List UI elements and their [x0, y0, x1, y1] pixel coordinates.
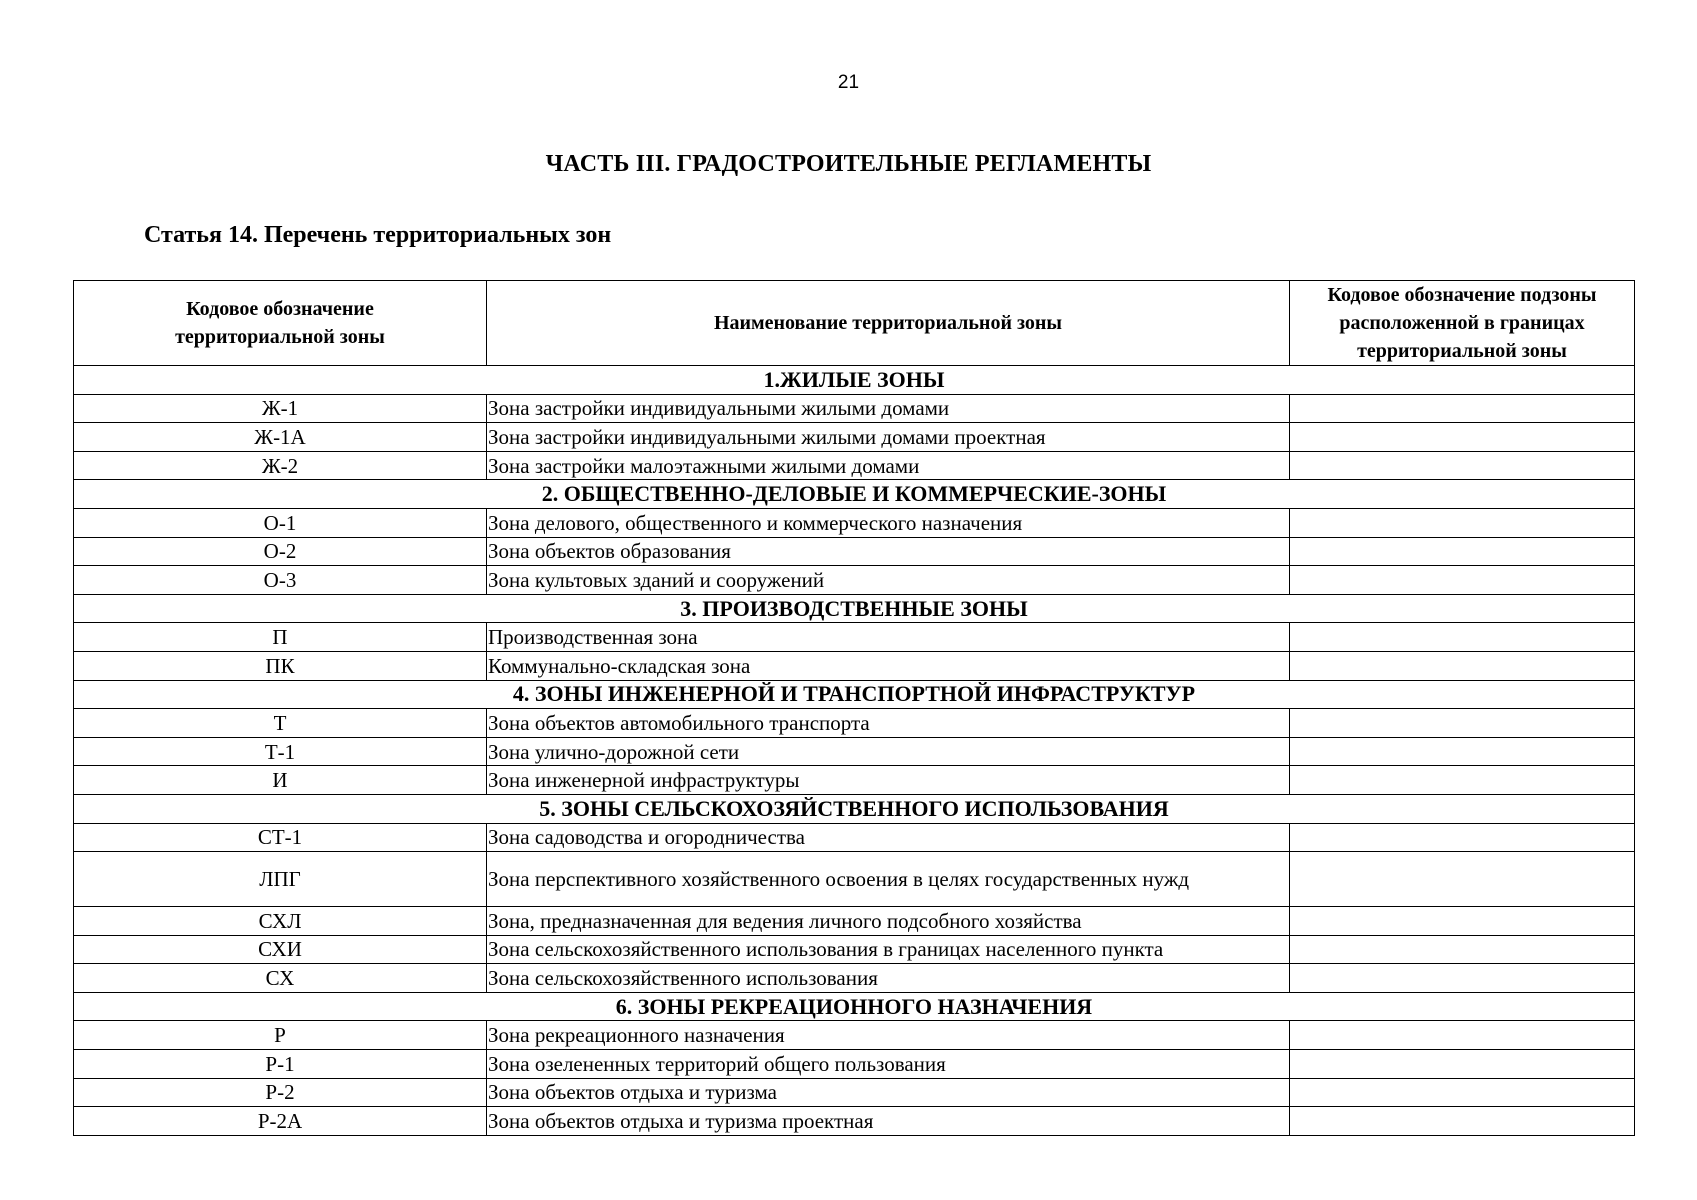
subzone-code: [1290, 709, 1635, 738]
zone-code: Р-2: [74, 1078, 487, 1107]
zone-code: Т: [74, 709, 487, 738]
zone-name: Зона инженерной инфраструктуры: [487, 766, 1290, 795]
zone-code: СХЛ: [74, 907, 487, 936]
table-row: [74, 823, 1635, 852]
zone-name: Зона объектов отдыха и туризма: [487, 1078, 1290, 1107]
zone-name: Зона сельскохозяйственного использования в границах населенного пункта: [487, 935, 1290, 964]
subzone-code: [1290, 423, 1635, 452]
zone-code: СТ-1: [74, 823, 487, 852]
zone-code: О-2: [74, 537, 487, 566]
zone-code: И: [74, 766, 487, 795]
zones-table: [73, 280, 1635, 1136]
table-row: [74, 1078, 1635, 1107]
zones-body: [74, 366, 1635, 1136]
zone-code: Т-1: [74, 737, 487, 766]
table-row: [74, 935, 1635, 964]
table-row: [74, 766, 1635, 795]
page-number: 21: [837, 72, 860, 93]
section-title: 6. ЗОНЫ РЕКРЕАЦИОННОГО НАЗНАЧЕНИЯ: [74, 992, 1635, 1021]
header-subzone: Кодовое обозначение подзоны расположенной в границах территориальной зоны: [1290, 281, 1635, 366]
section-row: [74, 992, 1635, 1021]
zone-code: П: [74, 623, 487, 652]
zone-name: Зона сельскохозяйственного использования: [487, 964, 1290, 993]
zone-name: Зона застройки индивидуальными жилыми домами: [487, 394, 1290, 423]
zone-code: Р: [74, 1021, 487, 1050]
zone-name: Зона озелененных территорий общего пользования: [487, 1050, 1290, 1079]
zone-name: Зона объектов образования: [487, 537, 1290, 566]
subzone-code: [1290, 823, 1635, 852]
header-name: Наименование территориальной зоны: [487, 281, 1290, 366]
section-title: 5. ЗОНЫ СЕЛЬСКОХОЗЯЙСТВЕННОГО ИСПОЛЬЗОВАНИЯ: [74, 794, 1635, 823]
zone-name: Зона улично-дорожной сети: [487, 737, 1290, 766]
table-row: [74, 537, 1635, 566]
zone-name: Коммунально-складская зона: [487, 651, 1290, 680]
subzone-code: [1290, 852, 1635, 907]
table-row: [74, 964, 1635, 993]
section-row: [74, 480, 1635, 509]
table-row: [74, 1107, 1635, 1136]
table-row: [74, 1021, 1635, 1050]
zone-name: Зона, предназначенная для ведения личного подсобного хозяйства: [487, 907, 1290, 936]
subzone-code: [1290, 394, 1635, 423]
subzone-code: [1290, 964, 1635, 993]
article-title: Статья 14. Перечень территориальных зон: [144, 222, 612, 248]
section-row: [74, 680, 1635, 709]
section-row: [74, 594, 1635, 623]
table-row: [74, 737, 1635, 766]
section-title: 4. ЗОНЫ ИНЖЕНЕРНОЙ И ТРАНСПОРТНОЙ ИНФРАСТРУКТУР: [74, 680, 1635, 709]
section-row: [74, 794, 1635, 823]
subzone-code: [1290, 508, 1635, 537]
zone-code: Ж-2: [74, 451, 487, 480]
zone-code: ПК: [74, 651, 487, 680]
table-row: [74, 423, 1635, 452]
table-row: [74, 852, 1635, 907]
subzone-code: [1290, 907, 1635, 936]
section-row: [74, 366, 1635, 395]
table-row: [74, 907, 1635, 936]
zone-name: Зона застройки индивидуальными жилыми домами проектная: [487, 423, 1290, 452]
subzone-code: [1290, 623, 1635, 652]
section-title: 1.ЖИЛЫЕ ЗОНЫ: [74, 366, 1635, 395]
table-row: [74, 451, 1635, 480]
table-header-row: [74, 281, 1635, 366]
subzone-code: [1290, 737, 1635, 766]
zone-name: Зона застройки малоэтажными жилыми домами: [487, 451, 1290, 480]
part-title: ЧАСТЬ III. ГРАДОСТРОИТЕЛЬНЫЕ РЕГЛАМЕНТЫ: [545, 151, 1152, 177]
subzone-code: [1290, 451, 1635, 480]
header-code: Кодовое обозначение территориальной зоны: [74, 281, 487, 366]
zone-name: Зона рекреационного назначения: [487, 1021, 1290, 1050]
zone-code: СХИ: [74, 935, 487, 964]
zone-code: СХ: [74, 964, 487, 993]
zone-name: Производственная зона: [487, 623, 1290, 652]
zone-code: Р-2А: [74, 1107, 487, 1136]
zone-name: Зона объектов отдыха и туризма проектная: [487, 1107, 1290, 1136]
subzone-code: [1290, 935, 1635, 964]
table-row: [74, 709, 1635, 738]
subzone-code: [1290, 1050, 1635, 1079]
zone-name: Зона культовых зданий и сооружений: [487, 566, 1290, 595]
zone-name: Зона садоводства и огородничества: [487, 823, 1290, 852]
table-row: [74, 1050, 1635, 1079]
subzone-code: [1290, 1078, 1635, 1107]
table-row: [74, 623, 1635, 652]
table-row: [74, 394, 1635, 423]
section-title: 3. ПРОИЗВОДСТВЕННЫЕ ЗОНЫ: [74, 594, 1635, 623]
subzone-code: [1290, 537, 1635, 566]
zone-code: О-1: [74, 508, 487, 537]
zone-name: Зона объектов автомобильного транспорта: [487, 709, 1290, 738]
zone-code: Ж-1: [74, 394, 487, 423]
table-row: [74, 566, 1635, 595]
zone-code: ЛПГ: [74, 852, 487, 907]
zone-name: Зона перспективного хозяйственного освоения в целях государственных нужд: [487, 852, 1290, 907]
subzone-code: [1290, 651, 1635, 680]
table-row: [74, 508, 1635, 537]
zone-code: Р-1: [74, 1050, 487, 1079]
zone-code: Ж-1А: [74, 423, 487, 452]
subzone-code: [1290, 766, 1635, 795]
zone-code: О-3: [74, 566, 487, 595]
zone-name: Зона делового, общественного и коммерческого назначения: [487, 508, 1290, 537]
table-row: [74, 651, 1635, 680]
subzone-code: [1290, 1107, 1635, 1136]
subzone-code: [1290, 566, 1635, 595]
section-title: 2. ОБЩЕСТВЕННО-ДЕЛОВЫЕ И КОММЕРЧЕСКИЕ-ЗОНЫ: [74, 480, 1635, 509]
subzone-code: [1290, 1021, 1635, 1050]
